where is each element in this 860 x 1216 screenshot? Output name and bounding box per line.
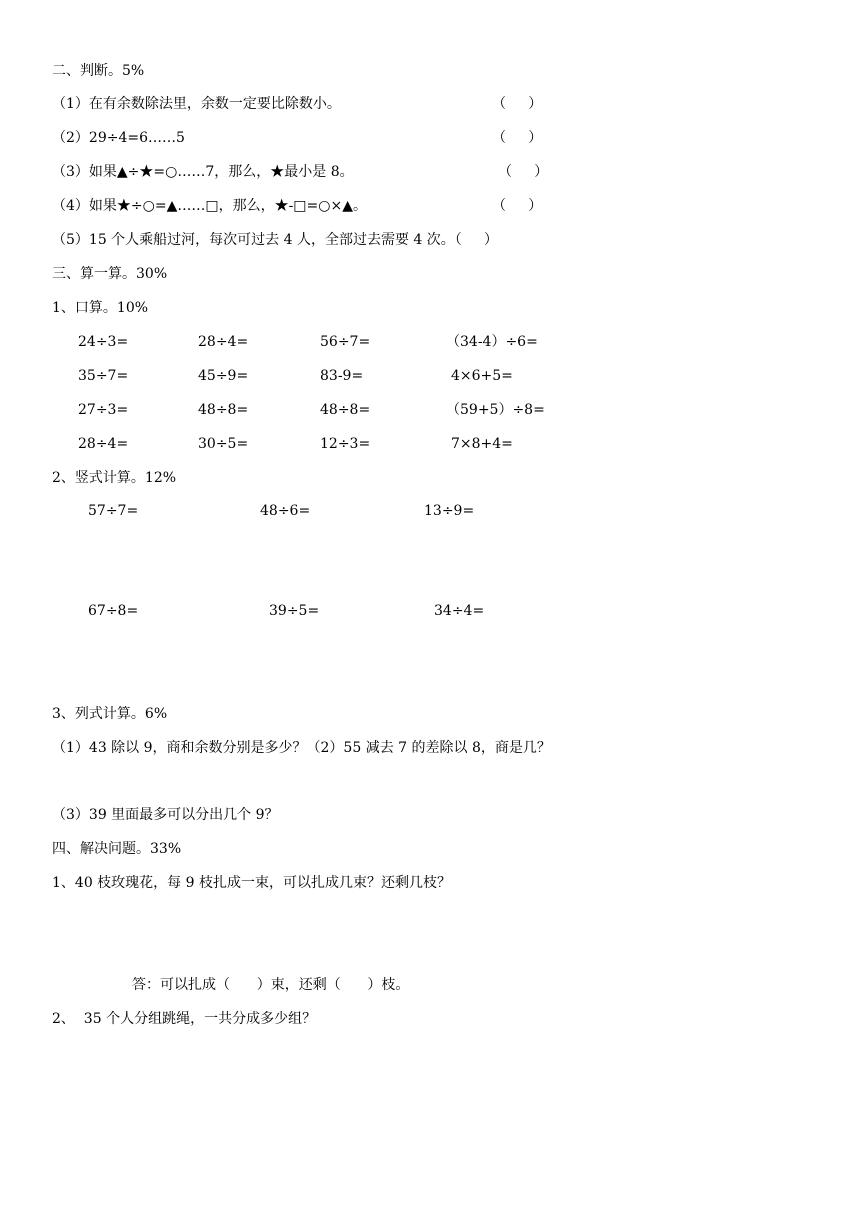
oral-problem: 24÷3= (78, 334, 129, 350)
oral-problem: 56÷7= (320, 334, 371, 350)
oral-problem: 27÷3= (78, 402, 129, 418)
oral-problem: 12÷3= (320, 436, 371, 452)
vertical-problem: 39÷5= (269, 603, 320, 619)
judge-item-2: （2）29÷4=6……5 (52, 130, 185, 146)
vertical-problem: 57÷7= (88, 503, 139, 519)
oral-problem: 28÷4= (198, 334, 249, 350)
vertical-problem: 48÷6= (260, 503, 311, 519)
vertical-problem: 13÷9= (424, 503, 475, 519)
problem-1-answer-line: 答：可以扎成（ ）束，还剩（ ）枝。 (132, 977, 410, 993)
problem-2-question: 2、 35 个人分组跳绳，一共分成多少组？ (52, 1011, 317, 1027)
oral-calc-title: 1、口算。10% (52, 300, 149, 316)
vertical-problem: 34÷4= (434, 603, 485, 619)
judge-answer-blank-3[interactable]: （ ） (498, 164, 549, 180)
oral-problem: （59+5）÷8= (446, 402, 545, 418)
oral-problem: 48÷8= (198, 402, 249, 418)
vertical-calc-title: 2、竖式计算。12% (52, 470, 177, 486)
oral-problem: 45÷9= (198, 368, 249, 384)
oral-problem: 35÷7= (78, 368, 129, 384)
problem-1-question: 1、40 枝玫瑰花，每 9 枝扎成一束，可以扎成几束？还剩几枝？ (52, 875, 451, 891)
vertical-problem: 67÷8= (88, 603, 139, 619)
formula-questions-1-2: （1）43 除以 9，商和余数分别是多少？（2）55 减去 7 的差除以 8，商是几？ (52, 740, 551, 756)
judge-answer-blank-2[interactable]: （ ） (492, 130, 543, 146)
formula-calc-title: 3、列式计算。6% (52, 706, 168, 722)
oral-problem: 7×8+4= (451, 436, 513, 452)
judge-answer-blank-4[interactable]: （ ） (492, 198, 543, 214)
oral-problem: （34-4）÷6= (446, 334, 538, 350)
oral-problem: 28÷4= (78, 436, 129, 452)
section-2-title: 二、判断。5% (52, 63, 145, 79)
judge-item-4: （4）如果★÷○=▲……□，那么，★-□=○×▲。 (52, 198, 367, 214)
section-4-title: 四、解决问题。33% (52, 841, 182, 857)
oral-problem: 83-9= (320, 368, 364, 384)
oral-problem: 4×6+5= (451, 368, 513, 384)
judge-answer-blank-1[interactable]: （ ） (492, 96, 543, 112)
judge-item-3: （3）如果▲÷★=○……7，那么，★最小是 8。 (52, 164, 354, 180)
formula-question-3: （3）39 里面最多可以分出几个 9？ (52, 807, 279, 823)
judge-item-1: （1）在有余数除法里，余数一定要比除数小。 (52, 96, 341, 112)
oral-problem: 48÷8= (320, 402, 371, 418)
judge-item-5: （5）15 个人乘船过河，每次可过去 4 人，全部过去需要 4 次。（ ） (52, 232, 499, 248)
section-3-title: 三、算一算。30% (52, 266, 168, 282)
oral-problem: 30÷5= (198, 436, 249, 452)
